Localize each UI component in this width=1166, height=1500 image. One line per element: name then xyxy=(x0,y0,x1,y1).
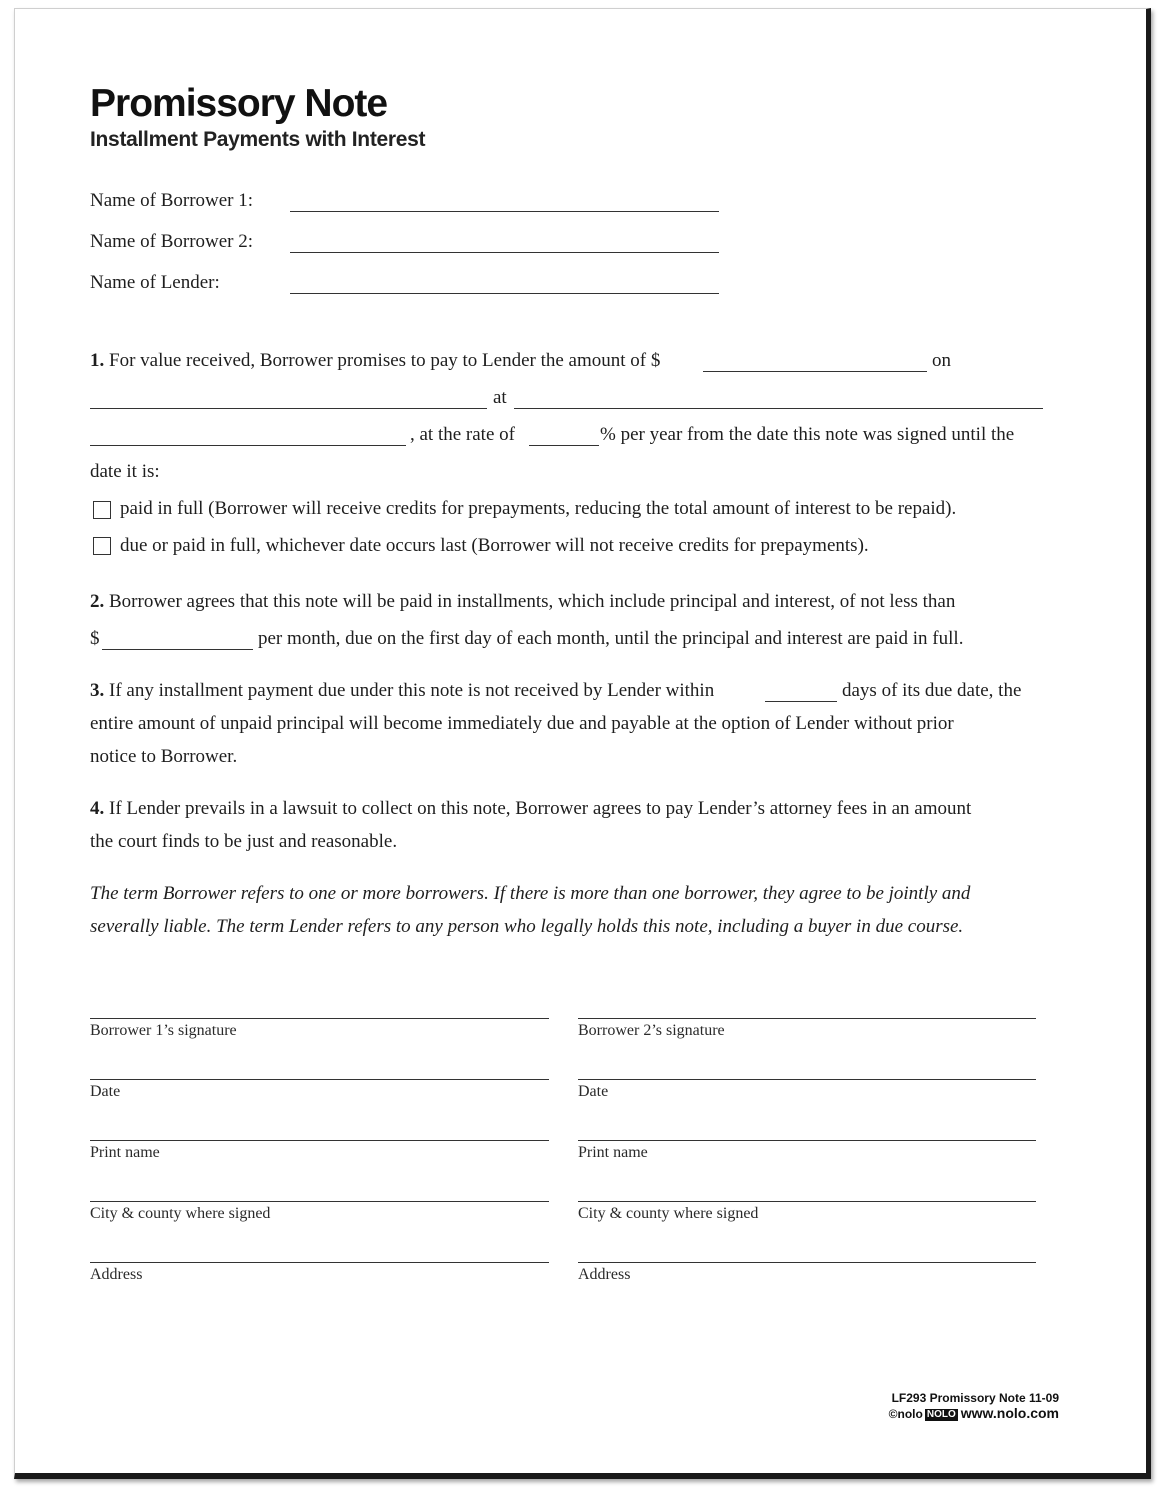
clause1-at: at xyxy=(493,387,507,408)
grace-days-field[interactable] xyxy=(765,701,837,702)
clause1-rate-prefix: , at the rate of xyxy=(410,424,515,445)
payment-location-field[interactable] xyxy=(514,408,1043,409)
clause4-number: 4. xyxy=(90,798,105,819)
clause1-line1: For value received, Borrower promises to pay to Lender the amount of $ xyxy=(109,350,661,371)
clause3-line1a: If any installment payment due under this note is not received by Lender within xyxy=(109,680,715,701)
copyright-text: ©nolo xyxy=(888,1407,923,1421)
due-or-paid-label: due or paid in full, whichever date occurs last (Borrower will not receive credits for prepayments). xyxy=(120,535,869,556)
lender-label: Name of Lender: xyxy=(90,272,220,293)
clause1-date-it-is: date it is: xyxy=(90,461,160,482)
nolo-logo: NOLO xyxy=(926,1409,956,1420)
borrower2-address-label: Address xyxy=(578,1266,631,1283)
borrower2-signature-field[interactable] xyxy=(578,1018,1036,1019)
borrower2-print-name-field[interactable] xyxy=(578,1140,1036,1141)
loan-amount-field[interactable] xyxy=(703,371,927,372)
borrower1-city-county-field[interactable] xyxy=(90,1201,549,1202)
borrower1-signature-field[interactable] xyxy=(90,1018,549,1019)
clause3-number: 3. xyxy=(90,680,105,701)
borrower2-date-field[interactable] xyxy=(578,1079,1036,1080)
lender-name-field[interactable] xyxy=(290,293,719,294)
publisher-line xyxy=(889,1405,1059,1421)
clause3-line3: notice to Borrower. xyxy=(90,746,238,767)
definition-note-line1: The term Borrower refers to one or more borrowers. If there is more than one borrower, they agree to be jointly and xyxy=(90,883,971,904)
clause3-line2: entire amount of unpaid principal will become immediately due and payable at the option of Lender without prior xyxy=(90,713,954,734)
payment-location-field-continued[interactable] xyxy=(90,445,406,446)
document-title: Promissory Note xyxy=(90,82,388,125)
clause1-on: on xyxy=(932,350,951,371)
interest-rate-field[interactable] xyxy=(529,445,599,446)
document-subtitle: Installment Payments with Interest xyxy=(90,128,426,151)
borrower2-signature-label: Borrower 2’s signature xyxy=(578,1022,725,1039)
borrower1-name-field[interactable] xyxy=(290,211,719,212)
clause4-line1: If Lender prevails in a lawsuit to collect on this note, Borrower agrees to pay Lender’s attorney fees in an amount xyxy=(109,798,972,819)
clause4-line2: the court finds to be just and reasonable. xyxy=(90,831,398,852)
borrower1-label: Name of Borrower 1: xyxy=(90,190,254,211)
borrower1-address-label: Address xyxy=(90,1266,143,1283)
clause1-number: 1. xyxy=(90,350,105,371)
clause4-text-line1 xyxy=(90,798,971,820)
borrower1-print-name-field[interactable] xyxy=(90,1140,549,1141)
borrower1-signature-label: Borrower 1’s signature xyxy=(90,1022,237,1039)
clause1-text-line1 xyxy=(90,350,660,372)
borrower2-city-county-field[interactable] xyxy=(578,1201,1036,1202)
paid-in-full-checkbox[interactable] xyxy=(93,501,111,519)
borrower2-date-label: Date xyxy=(578,1083,609,1100)
borrower2-print-name-label: Print name xyxy=(578,1144,648,1161)
borrower1-city-county-label: City & county where signed xyxy=(90,1205,271,1222)
due-or-paid-checkbox[interactable] xyxy=(93,537,111,555)
form-id: LF293 Promissory Note 11-09 xyxy=(891,1391,1059,1405)
borrower1-date-label: Date xyxy=(90,1083,121,1100)
definition-note-line2: severally liable. The term Lender refers to any person who legally holds this note, including a buyer in due course. xyxy=(90,916,964,937)
borrower2-city-county-label: City & county where signed xyxy=(578,1205,759,1222)
borrower2-label: Name of Borrower 2: xyxy=(90,231,254,252)
borrower2-address-field[interactable] xyxy=(578,1262,1036,1263)
clause3-line1b: days of its due date, the xyxy=(842,680,1022,701)
clause2-dollar-sign: $ xyxy=(90,628,100,649)
clause2-line1: Borrower agrees that this note will be paid in installments, which include principal and interest, of not less than xyxy=(109,591,956,612)
clause3-text-line1 xyxy=(90,680,714,702)
monthly-payment-field[interactable] xyxy=(102,649,253,650)
clause2-text-line1 xyxy=(90,591,955,613)
website-link[interactable]: www.nolo.com xyxy=(960,1405,1059,1421)
clause1-rate-suffix: % per year from the date this note was signed until the xyxy=(600,424,1015,445)
borrower1-address-field[interactable] xyxy=(90,1262,549,1263)
clause2-line2: per month, due on the first day of each month, until the principal and interest are paid in full. xyxy=(258,628,964,649)
clause2-number: 2. xyxy=(90,591,105,612)
paid-in-full-label: paid in full (Borrower will receive credits for prepayments, reducing the total amount of interest to be repaid). xyxy=(120,498,957,519)
borrower1-print-name-label: Print name xyxy=(90,1144,160,1161)
loan-date-field[interactable] xyxy=(90,408,487,409)
borrower1-date-field[interactable] xyxy=(90,1079,549,1080)
borrower2-name-field[interactable] xyxy=(290,252,719,253)
document-page xyxy=(14,8,1151,1479)
